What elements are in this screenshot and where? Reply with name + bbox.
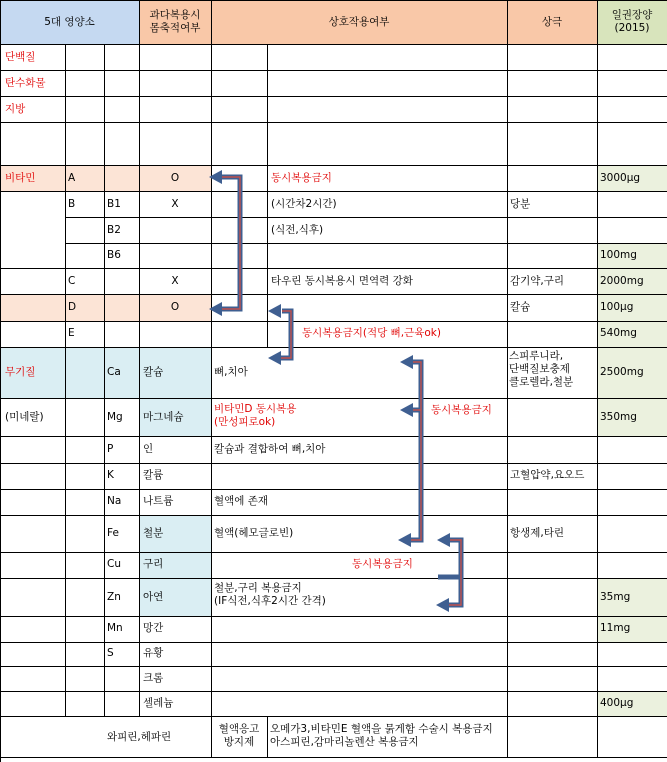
mineral-p-symbol: P: [107, 443, 114, 455]
vitamin-c-daily: 2000mg: [600, 275, 644, 287]
mineral-zn-note: 철분,구리 복용금지 (IF식전,식후2시간 간격): [214, 582, 326, 607]
mineral-mg-symbol: Mg: [107, 411, 123, 423]
vitamin-b6: B6: [107, 249, 121, 261]
mineral-zn-name: 아연: [143, 591, 164, 603]
mineral-mn-daily: 11mg: [600, 622, 631, 634]
mineral-mg-note: 비타민D 동시복용 (만성피로ok): [214, 403, 297, 428]
arrowhead-left-icon: [436, 598, 449, 612]
mineral-se-daily: 400μg: [600, 697, 634, 709]
mineral-na-symbol: Na: [107, 495, 122, 507]
mineral-fe-symbol: Fe: [107, 527, 119, 539]
header-daily-line2: (2015): [614, 22, 650, 34]
mineral-s-symbol: S: [107, 647, 114, 659]
mineral-k-symbol: K: [107, 469, 114, 481]
vitamin-b2-note: (식전,식후): [271, 224, 324, 236]
arrow-fe-cu-zn: [436, 533, 461, 612]
vitamin-c-interaction: 타우린 동시복용시 면역력 강화: [271, 275, 413, 287]
arrow-ca-mg-fe: [398, 355, 421, 547]
vitamin-d: D: [68, 301, 77, 313]
mineral-mg-interaction: 동시복용금지: [431, 404, 492, 416]
mineral-ca-conflict: 스피루니라, 단백질보충제 클로렐라,철분: [509, 350, 574, 388]
vitamin-d-conflict: 칼슘: [510, 301, 531, 313]
header-overdose: 과다복용시 몸축적여부: [149, 9, 201, 34]
vitamin-e-daily: 540mg: [600, 327, 637, 339]
vitamin-b1-note: (시간차2시간): [271, 198, 337, 210]
arrowhead-left-icon: [437, 533, 450, 547]
mineral-cu-name: 구리: [143, 558, 164, 570]
arrowhead-left-icon: [400, 403, 413, 417]
header-interaction: 상호작용여부: [328, 15, 390, 28]
arrowhead-left-icon: [268, 351, 281, 365]
mineral-p-name: 인: [143, 443, 154, 455]
arrowhead-left-icon: [209, 302, 222, 316]
arrowhead-left-icon: [398, 533, 411, 547]
mineral-zn-symbol: Zn: [107, 591, 121, 603]
header-daily-line1: 일권장양: [611, 9, 653, 21]
mineral-mg-name: 마그네슘: [143, 411, 184, 423]
mineral-ca-symbol: Ca: [107, 366, 121, 378]
mineral-ca-note: 뼈,치아: [214, 366, 248, 378]
mineral-cu-interaction: 동시복용금지: [352, 558, 413, 570]
group-mineral-sub: (미네랄): [5, 411, 44, 423]
arrowhead-left-icon: [268, 304, 281, 318]
mineral-k-conflict: 고혈압약,요오드: [510, 469, 585, 481]
mineral-p-note: 칼슘과 결합하여 뼈,치아: [214, 443, 326, 455]
mineral-zn-daily: 35mg: [600, 591, 631, 603]
vitamin-c-conflict: 감기약,구리: [510, 275, 565, 287]
group-mineral: 무기질: [5, 366, 36, 378]
arrow-vitamin-e-ca: [268, 304, 291, 365]
vitamin-b-overdose: X: [171, 198, 179, 210]
macro-protein: 단백질: [5, 51, 36, 63]
vitamin-a-daily: 3000μg: [600, 172, 641, 184]
mineral-fe-name: 철분: [143, 527, 164, 539]
drug-name: 와피린,헤파린: [107, 731, 172, 743]
arrowhead-left-icon: [209, 170, 222, 184]
vitamin-b-conflict: 당분: [510, 198, 531, 210]
macro-fat: 지방: [5, 103, 26, 115]
mineral-cr-name: 크롬: [143, 672, 164, 684]
mineral-s-name: 유황: [143, 647, 164, 659]
macro-carbohydrate: 탄수화물: [5, 77, 46, 89]
vitamin-a: A: [68, 172, 76, 184]
mineral-k-name: 칼륨: [143, 469, 164, 481]
vitamin-b: B: [68, 198, 76, 210]
drug-effect: 혈액응고 방지제: [218, 723, 260, 748]
mineral-mg-daily: 350mg: [600, 411, 637, 423]
mineral-na-name: 나트륨: [143, 495, 174, 507]
mineral-mn-name: 망간: [143, 622, 164, 634]
vitamin-c-overdose: X: [171, 275, 179, 287]
mineral-na-note: 혈액에 존재: [214, 495, 269, 507]
vitamin-b2: B2: [107, 224, 121, 236]
vitamin-c: C: [68, 275, 76, 287]
mineral-fe-note: 혈액(헤모글로빈): [214, 527, 294, 539]
vitamin-b6-daily: 100mg: [600, 249, 637, 261]
vitamin-b1: B1: [107, 198, 121, 210]
mineral-ca-daily: 2500mg: [600, 366, 644, 378]
vitamin-d-overdose: O: [170, 301, 180, 313]
vitamin-e: E: [68, 327, 75, 339]
mineral-ca-name: 칼슘: [143, 366, 164, 378]
mineral-mn-symbol: Mn: [107, 622, 123, 634]
vitamin-e-interaction: 동시복용금지(적당 뼈,근육ok): [302, 327, 441, 339]
arrowhead-left-icon: [400, 355, 413, 369]
mineral-fe-conflict: 항생제,타린: [510, 527, 565, 539]
drug-interaction: 오메가3,비타민E 혈액을 묽게함 수술시 복용금지 아스피린,감마리놀렌산 복용금지: [270, 723, 493, 748]
arrow-vitamin-a-d: [209, 170, 240, 316]
mineral-cu-symbol: Cu: [107, 558, 121, 570]
vitamin-a-overdose: O: [170, 172, 180, 184]
header-nutrient: 5대 영양소: [44, 15, 95, 28]
mineral-se-name: 셀레늄: [143, 697, 174, 709]
vitamin-d-daily: 100μg: [600, 301, 634, 313]
group-vitamin: 비타민: [5, 172, 36, 184]
header-conflict: 상극: [541, 15, 563, 28]
vitamin-a-interaction: 동시복용금지: [271, 172, 332, 184]
